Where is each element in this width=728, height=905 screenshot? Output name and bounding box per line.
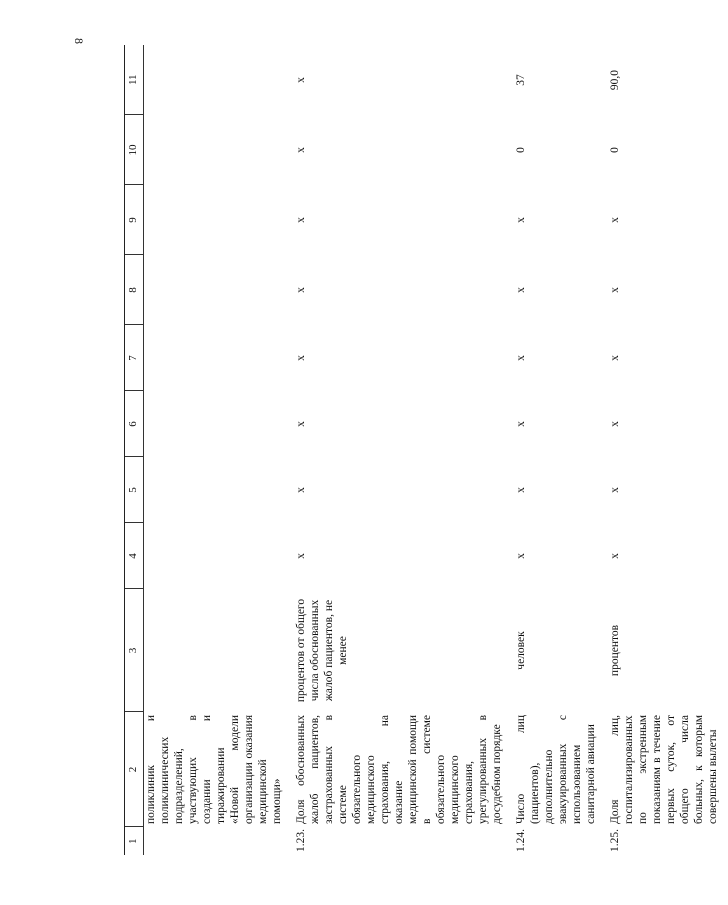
column-number: 2	[125, 712, 144, 827]
column-number: 3	[125, 589, 144, 712]
page-number: 8	[72, 38, 86, 44]
value-cell	[144, 255, 285, 325]
value-cell: x	[295, 553, 307, 559]
value-cell: x	[515, 421, 527, 427]
value-cell: x	[609, 487, 621, 493]
column-number-row	[125, 45, 144, 855]
column-number: 6	[125, 391, 144, 457]
value-cell: 37	[515, 74, 527, 86]
value-cell: x	[295, 287, 307, 293]
value-cell: x	[295, 217, 307, 223]
value-cell	[144, 391, 285, 457]
value-cell: x	[609, 553, 621, 559]
indicator-name: Доля лиц, госпитализированных по экстренным показаниям в течение первых суток, от общего числа больных, к которым совершены вылеты	[609, 715, 719, 824]
column-number: 4	[125, 523, 144, 589]
value-cell: x	[295, 487, 307, 493]
column-number: 1	[125, 827, 144, 855]
value-cell: x	[609, 421, 621, 427]
value-cell: x	[609, 287, 621, 293]
value-cell: x	[515, 553, 527, 559]
row-number	[144, 827, 285, 855]
value-cell: x	[295, 355, 307, 361]
value-cell	[144, 325, 285, 391]
value-cell: x	[515, 287, 527, 293]
column-number: 10	[125, 115, 144, 185]
indicator-name: Число лиц (пациентов), дополнительно эвакуированных с использованием санитарной авиации	[515, 715, 597, 824]
value-cell: x	[295, 77, 307, 83]
value-cell: 0	[515, 147, 527, 153]
unit-cell: процентов от общего числа обоснованных жалоб пациентов, не менее	[295, 598, 349, 703]
table-row	[598, 45, 728, 855]
column-number: 11	[125, 45, 144, 115]
row-number: 1.24.	[515, 829, 527, 852]
value-cell: x	[295, 147, 307, 153]
value-cell: x	[609, 355, 621, 361]
indicator-name: Доля обоснованных жалоб пациентов, застрахованных в системе обязательного медицинского страхования, на оказание медицинской помощи в системе обязательного медицинского страхования, урегулированных в досудебном порядке	[295, 715, 503, 824]
table-row	[504, 45, 598, 855]
table-row	[284, 45, 504, 855]
value-cell: x	[515, 355, 527, 361]
value-cell	[144, 457, 285, 523]
value-cell: 0	[609, 147, 621, 153]
unit-cell: процентов	[609, 624, 621, 677]
table-row	[144, 45, 285, 855]
unit-cell	[144, 589, 285, 712]
value-cell	[144, 45, 285, 115]
column-number: 9	[125, 185, 144, 255]
column-number: 8	[125, 255, 144, 325]
value-cell	[144, 115, 285, 185]
value-cell	[144, 185, 285, 255]
value-cell: x	[515, 487, 527, 493]
rotated-table-container	[124, 45, 719, 855]
indicators-table	[124, 45, 728, 855]
value-cell: x	[295, 421, 307, 427]
row-number: 1.25.	[609, 829, 621, 852]
indicator-name: поликлиник и поликлинических подразделений, участвующих в создании и тиражировании «Новой модели организации оказания медицинской помощи»	[145, 715, 283, 824]
value-cell: 90,0	[609, 69, 621, 91]
row-number: 1.23.	[295, 829, 307, 852]
value-cell	[144, 523, 285, 589]
value-cell: x	[609, 217, 621, 223]
unit-cell: человек	[515, 631, 527, 670]
value-cell: x	[515, 217, 527, 223]
column-number: 5	[125, 457, 144, 523]
column-number: 7	[125, 325, 144, 391]
